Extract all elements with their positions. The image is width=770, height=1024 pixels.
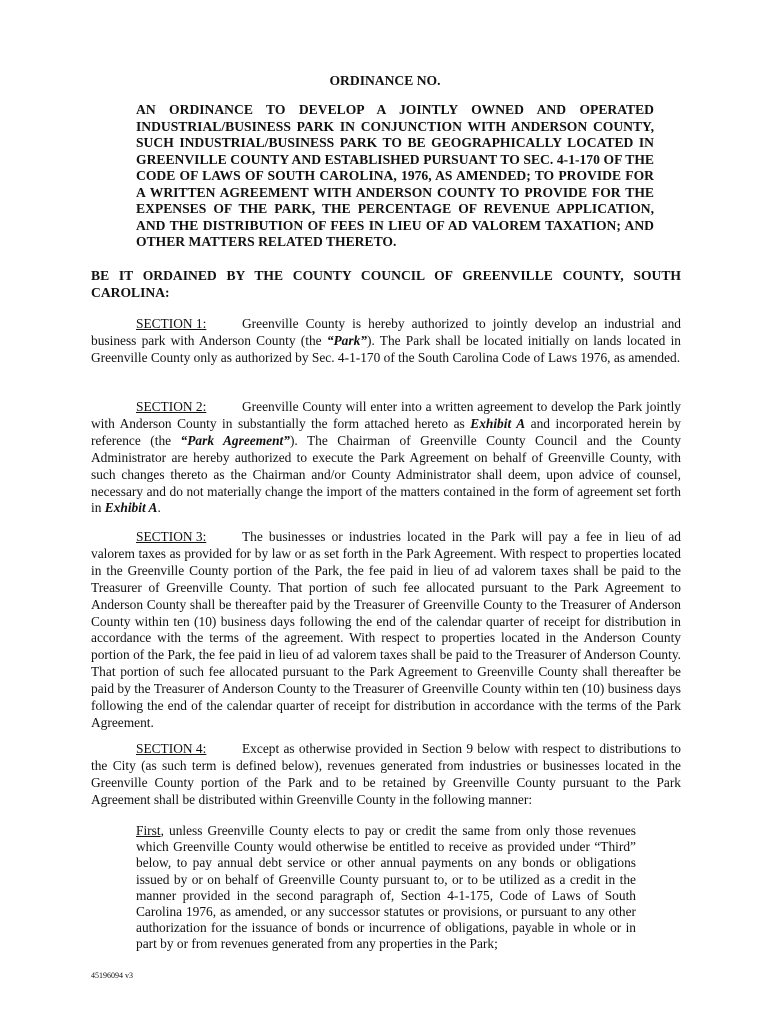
defined-term-park: “Park” xyxy=(326,332,367,348)
section-3-heading: SECTION 3: xyxy=(136,529,207,544)
section-2-heading: SECTION 2: xyxy=(136,399,207,414)
section-3-text: The businesses or industries located in the Park will pay a fee in lieu of ad valorem taxes as provided for by law or as set forth in the Park Agreement. With respect to properties located in the Greenville County portion of the Park, the fee paid in lieu of ad valorem taxes shall be paid to the Treasurer of Greenville County. That portion of such fee allocated pursuant to the Park Agreement to Anderson County shall be thereafter paid by the Treasurer of Greenville County to the Treasurer of Anderson County within ten (10) business days following the end of the calendar quarter of receipt for distribution in accordance with the terms of the agreement. With respect to properties located in the Anderson County portion of the Park, the fee paid in lieu of ad valorem taxes shall be paid to the Treasurer of Anderson County. That portion of such fee allocated pursuant to the Park Agreement to Greenville County shall thereafter be paid by the Treasurer of Anderson County to the Treasurer of Greenville County within ten (10) business days following the end of the calendar quarter of receipt for distribution in accordance with the terms of the Park Agreement. xyxy=(91,529,681,730)
section-2-text: Greenville County will enter into a written agreement to develop the Park jointly with Anderson County in substantially the form attached hereto as xyxy=(91,399,681,431)
section-4-text: Except as otherwise provided in Section 9 below with respect to distributions to the City (as such term is defined below), revenues generated from industries or businesses located in the Greenville County portion of the Park and to be retained by Greenville County pursuant to the Park Agreement shall be distributed within Greenville County in the following manner: xyxy=(91,741,681,807)
section-2-text-cont: and incorporated herein by reference (the xyxy=(91,415,681,448)
section-2 xyxy=(91,399,681,517)
first-label: First xyxy=(136,823,161,838)
section-1-text: Greenville County is hereby authorized to jointly develop an industrial and business park with Anderson County (the xyxy=(91,316,681,348)
ordinance-title: ORDINANCE NO. xyxy=(329,73,441,88)
section-4 xyxy=(91,741,681,809)
enacting-clause: BE IT ORDAINED BY THE COUNTY COUNCIL OF GREENVILLE COUNTY, SOUTH CAROLINA: xyxy=(91,268,681,300)
section-1-text-cont: ). The Park shall be located initially on lands located in Greenville County only as authorized by Sec. 4-1-170 of the South Carolina Code of Laws 1976, as amended. xyxy=(91,332,681,365)
first-text: , unless Greenville County elects to pay or credit the same from only those revenues which Greenville County would otherwise be entitled to receive as provided under “Third” below, to pay annual debt service or other annual payments on any bonds or obligations issued by or on behalf of Greenville County pursuant to, or to be utilized as a credit in the manner provided in the second paragraph of, Section 4-1-175, Code of Laws of South Carolina 1976, as amended, or any successor statutes or provisions, or pursuant to any other authorization for the issuance of bonds or incurrence of obligations, payable in whole or in part by or from revenues generated from any properties in the Park; xyxy=(136,823,636,952)
defined-term-park-agreement: “Park Agreement” xyxy=(180,432,290,448)
exhibit-a-reference: Exhibit A xyxy=(470,415,526,431)
section-1 xyxy=(91,316,681,367)
section-3 xyxy=(91,529,681,732)
exhibit-a-reference-2: Exhibit A xyxy=(104,500,158,516)
section-2-text-cont-2: ). The Chairman of Greenville County Council and the County Administrator are hereby authorized to execute the Park Agreement on behalf of Greenville County, with such changes thereto as the Chairman and/or County Administrator shall deem, upon advice of counsel, necessary and do not materially change the import of the matters contained in the form of agreement set forth in xyxy=(91,432,681,516)
ordinance-caption: AN ORDINANCE TO DEVELOP A JOINTLY OWNED AND OPERATED INDUSTRIAL/BUSINESS PARK IN CONJUNCTION WITH ANDERSON COUNTY, SUCH INDUSTRIAL/BUSINESS PARK TO BE GEOGRAPHICALLY LOCATED IN GREENVILLE COUNTY AND ESTABLISHED PURSUANT TO SEC. 4-1-170 OF THE CODE OF LAWS OF SOUTH CAROLINA, 1976, AS AMENDED; TO PROVIDE FOR A WRITTEN AGREEMENT WITH ANDERSON COUNTY TO PROVIDE FOR THE EXPENSES OF THE PARK, THE PERCENTAGE OF REVENUE APPLICATION, AND THE DISTRIBUTION OF FEES IN LIEU OF AD VALOREM TAXATION; AND OTHER MATTERS RELATED THERETO. xyxy=(136,102,654,249)
section-1-heading: SECTION 1: xyxy=(136,316,207,331)
document-id-footer: 45196094 v3 xyxy=(91,971,133,980)
first-distribution-paragraph xyxy=(136,823,636,953)
section-2-text-end: . xyxy=(157,500,161,516)
section-4-heading: SECTION 4: xyxy=(136,741,207,756)
